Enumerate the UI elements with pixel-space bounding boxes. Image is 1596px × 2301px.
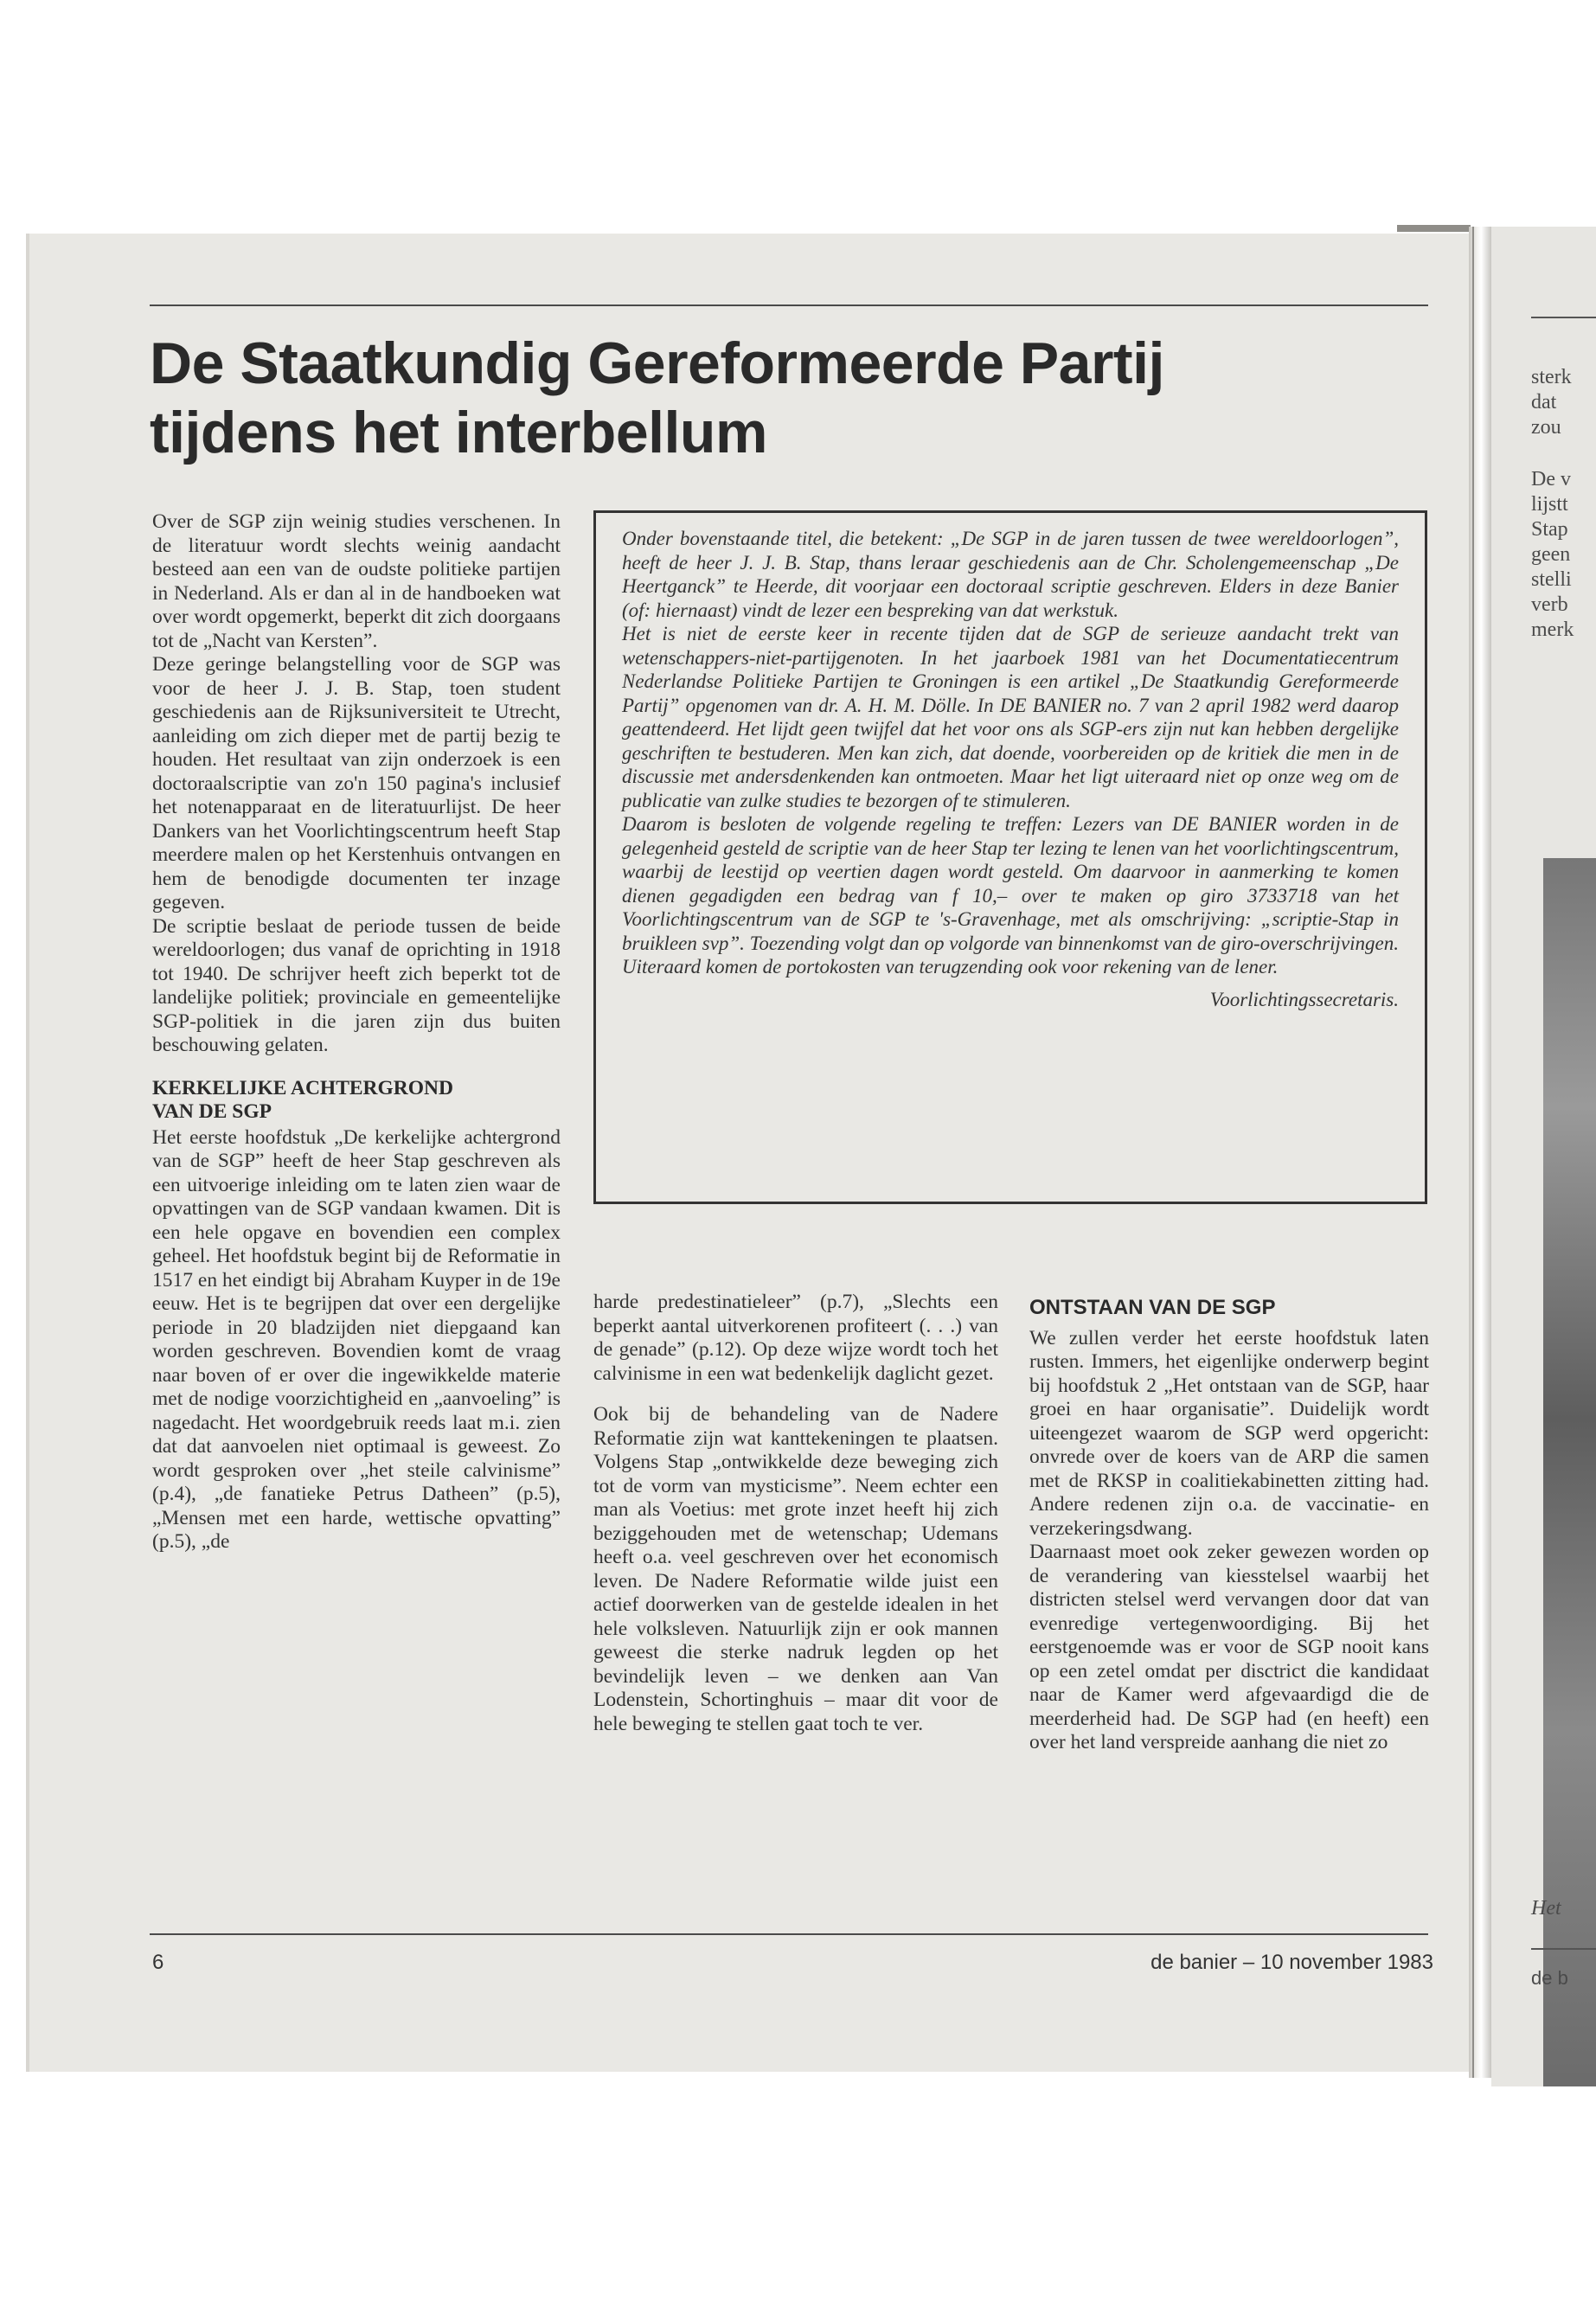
fragment: dat xyxy=(1531,391,1557,413)
article-title xyxy=(150,329,1274,467)
paragraph: We zullen verder het eerste hoofdstuk laten rusten. Immers, het eigenlijke onderwerp begint bij hoofdstuk 2 „Het ontstaan van de SGP, haar groei en haar organisatie”. Duidelijk wordt uiteengezet waarom de SGP werd opgericht: onvrede over de koers van de ARP die samen met de RKSP in coalitiekabinetten zitting had. Andere redenen zijn o.a. de vaccinatie- en verzekeringsdwang. xyxy=(1029,1326,1429,1540)
section-heading xyxy=(152,1077,561,1125)
paragraph: De scriptie beslaat de periode tussen de beide wereldoorlogen; dus vanaf de oprichting in 1918 tot 1940. De schrijver heeft zich beperkt tot de landelijke politiek; provinciale en gemeentelijke SGP-politiek in die jaren zijn dus buiten beschouwing gelaten. xyxy=(152,914,561,1056)
note-paragraph: Onder bovenstaande titel, die betekent: „De SGP in de jaren tussen de twee wereldoorlogen”, heeft de heer J. J. B. Stap, thans leraar geschiedenis aan de Chr. Scholengemeenschap „De Heertganck” te Heerde, dit voorjaar een doctoraal scriptie geschreven. Elders in deze Banier (of: hiernaast) vindt de lezer een bespreking van dat werkstuk. xyxy=(622,528,1399,621)
column-1 xyxy=(152,510,561,1554)
bottom-rule xyxy=(150,1933,1428,1935)
fragment: lijstt xyxy=(1531,493,1568,516)
page-number: 6 xyxy=(152,1951,164,1974)
fragment: De v xyxy=(1531,468,1571,490)
adjacent-page xyxy=(1491,227,1596,2086)
fragment: sterk xyxy=(1531,366,1572,388)
fragment: stelli xyxy=(1531,568,1572,591)
paragraph: Het eerste hoofdstuk „De kerkelijke achtergrond van de SGP” heeft de heer Stap geschreven als een uitvoerige inleiding om te laten zien waar de opvattingen van de SGP vandaan kwamen. Dit is een hele opgave en bovendien een complex geheel. Het hoofdstuk begint bij de Reformatie in 1517 en het eindigt bij Abraham Kuyper in de 19e eeuw. Het is te begrijpen dat over een dergelijke periode in 20 bladzijden niet diepgaand kan worden geschreven. Bovendien komt de vraag naar boven of er over die ingewikkelde materie met de nodige voorzichtigheid en „aanvoeling” is nagedacht. Het woordgebruik reeds laat m.i. zien dat dat aanvoelen niet optimaal is geweest. Zo wordt gesproken over „het steile calvinisme” (p.4), „de fanatieke Petrus Datheen” (p.5), „Mensen met een harde, wettische opvatting” (p.5), „de xyxy=(152,1125,561,1553)
fragment: merk xyxy=(1531,619,1574,641)
paragraph: harde predestinatieleer” (p.7), „Slechts een beperkt aantal uitverkorenen profiteert (. . .) van de genade” (p.12). Op deze wijze wordt toch het calvinisme in een wat bedenkelijk daglicht gezet. xyxy=(593,1291,998,1385)
paragraph: Deze geringe belangstelling voor de SGP was voor de heer J. J. B. Stap, toen student geschiedenis aan de Rijksuniversiteit te Utrecht, aanleiding om zich dieper met de partij bezig te houden. Het resultaat van zijn onderzoek is een doctoraalscriptie van zo'n 150 pagina's inclusief het notenapparaat en de literatuurlijst. De heer Dankers van het Voorlichtingscentrum heeft Stap meerdere malen op het Kerstenhuis ontvangen en hem de benodigde documenten ter inzage gegeven. xyxy=(152,653,561,913)
title-line-2: tijdens het interbellum xyxy=(150,400,767,465)
page-binding xyxy=(1469,227,1491,2078)
binding-scuff xyxy=(1397,225,1471,232)
fragment: verb xyxy=(1531,593,1568,616)
fragment: de b xyxy=(1531,1967,1568,1989)
note-signature: Voorlichtingssecretaris. xyxy=(1209,988,1399,1010)
section-heading: ONTSTAAN VAN DE SGP xyxy=(1029,1296,1276,1319)
top-rule xyxy=(150,304,1428,306)
note-paragraph: Het is niet de eerste keer in recente tijden dat de SGP de serieuze aandacht trekt van wetenschappers-niet-partijgenoten. In het jaarboek 1981 van het Documentatiecentrum Nederlandse Politieke Partijen te Groningen is een artikel „De Staatkundig Gereformeerde Partij” opgenomen van dr. A. H. M. Dölle. In DE BANIER no. 7 van 2 april 1982 werd daarop geattendeerd. Het lijdt geen twijfel dat het voor ons als SGP-ers zijn nut kan hebben dergelijke geschriften te bestuderen. Men kan zich, dat doende, voorbereiden op de kritiek die men in de discussie met andersdenkenden kan ontmoeten. Maar het ligt uiteraard niet op onze weg om de publicatie van zulke studies te bezorgen of te stimuleren. xyxy=(622,623,1399,811)
section-heading-line-1: KERKELIJKE ACHTERGROND xyxy=(152,1076,453,1099)
paragraph: Daarnaast moet ook zeker gewezen worden op de verandering van kiesstelsel waarbij het districten stelsel werd vervangen door dat van evenredige vertegenwoordiging. Bij het eerstgenoemde was er voor de SGP nooit kans op een zetel omdat per disctrict die kandidaat naar de Kamer werd afgevaardigd die de meerderheid had. De SGP had (en heeft) een over het land verspreide aanhang die niet zo xyxy=(1029,1541,1429,1753)
title-line-1: De Staatkundig Gereformeerde Partij xyxy=(150,330,1164,396)
publication-footer: de banier – 10 november 1983 xyxy=(1151,1951,1433,1974)
column-2 xyxy=(593,1291,998,1736)
fragment: Het xyxy=(1531,1897,1561,1920)
editorial-note-box xyxy=(593,510,1427,1204)
note-paragraph: Daarom is besloten de volgende regeling te treffen: Lezers van DE BANIER worden in de gelegenheid gesteld de scriptie van de heer Stap ter lezing te lenen van het voorlichtingscentrum, waarbij de leestijd op veertien dagen wordt gesteld. Om daarvoor in aanmerking te komen dienen gegadigden een bedrag van f 10,– over te maken op giro 3733718 van het Voorlichtingscentrum van de SGP te 's-Gravenhage, met als omschrijving: „scriptie-Stap in bruikleen svp”. Toezending volgt dan op volgorde van binnenkomst van de giro-overschrijvingen. Uiteraard komen de portokosten van terugzending ook voor rekening van de lener. xyxy=(622,813,1399,977)
paragraph: Ook bij de behandeling van de Nadere Reformatie zijn wat kanttekeningen te plaatsen. Volgens Stap „ontwikkelde deze beweging zich tot de vorm van mysticisme”. Neem echter een man als Voetius: met grote inzet heeft hij zich beziggehouden met de wetenschap; Udemans heeft o.a. veel geschreven over het economisch leven. De Nadere Reformatie wilde juist een actief doorwerken van de gestelde idealen in het hele volksleven. Natuurlijk zijn er ook mannen geweest die sterke nadruk legden op het bevindelijk leven – we denken aan Van Lodenstein, Schortinghuis – maar dit voor de hele beweging te stellen gaat toch te ver. xyxy=(593,1403,998,1735)
paragraph: Over de SGP zijn weinig studies verschenen. In de literatuur wordt slechts weinig aandacht besteed aan een van de oudste politieke partijen in Nederland. Als er dan al in de handboeken wat over wordt opgemerkt, beperkt dit zich doorgaans tot de „Nacht van Kersten”. xyxy=(152,510,561,652)
column-3 xyxy=(1029,1296,1429,1755)
section-heading-line-2: VAN DE SGP xyxy=(152,1100,272,1123)
fragment: zou xyxy=(1531,416,1561,439)
fragment: Stap xyxy=(1531,518,1568,541)
fragment: geen xyxy=(1531,543,1571,566)
